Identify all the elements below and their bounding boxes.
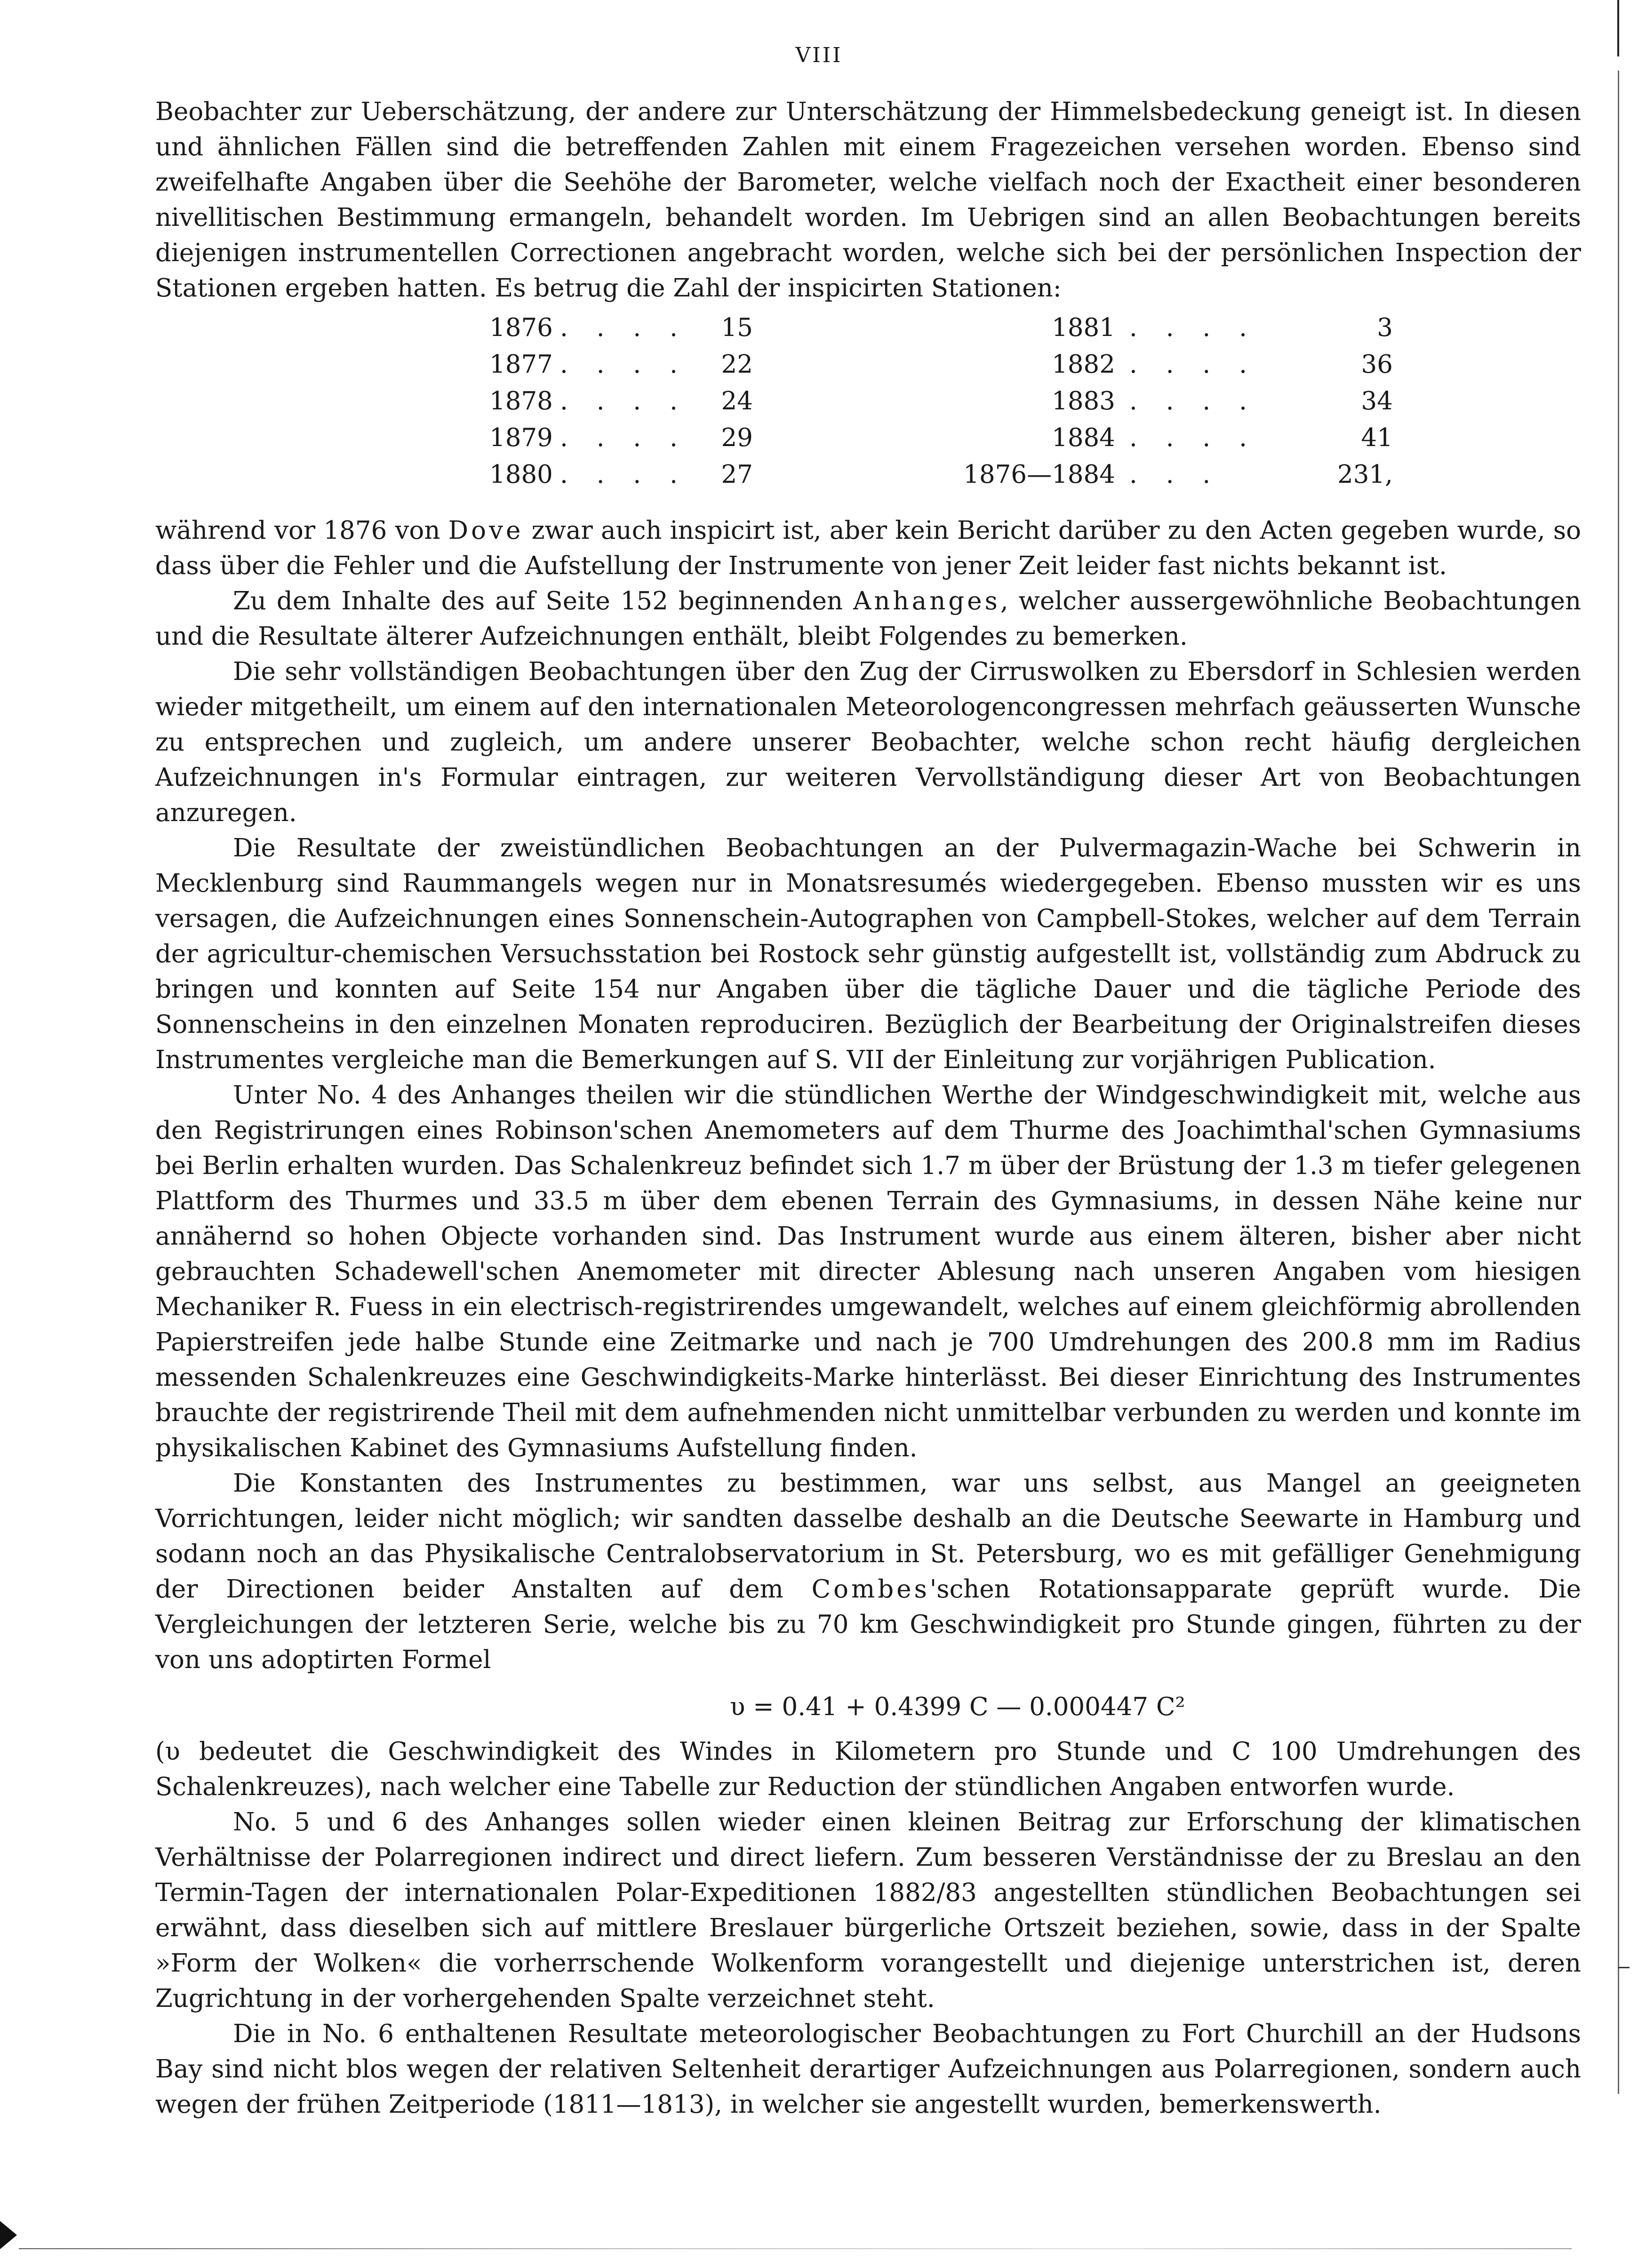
paragraph-polar: No. 5 und 6 des Anhanges sollen wieder einen kleinen Beitrag zur Erforschung der klimatischen Verhältnisse der Polarregionen indirect und direct liefern. Zum besseren Verständnisse der zu Breslau an den Termin-Tagen der internationalen Polar-Expeditionen 1882/83 angestellten stündlichen Beobachtungen sei erwähnt, dass dieselben sich auf mittlere Breslauer bürgerliche Ortszeit beziehen, sowie, dass in der Spalte »Form der Wolken« die vorherrschende Wolkenform vorangestellt und diejenige unterstrichen ist, deren Zugrichtung in der vorhergehenden Spalte verzeichnet steht. bbox=[155, 1808, 1581, 2013]
dot-leader: . . . . bbox=[1129, 313, 1257, 342]
count-cell: 41 bbox=[1361, 423, 1393, 452]
year-cell: 1876 bbox=[489, 313, 553, 342]
dot-leader: . . . bbox=[1129, 460, 1221, 489]
name-dove: Dove bbox=[448, 516, 524, 545]
paragraph-konstanten bbox=[155, 1466, 1581, 1677]
table-row bbox=[932, 346, 1393, 383]
paragraph-dove-end: zwar auch inspicirt ist, aber kein Bericht darüber zu den Acten gegeben wurde, so dass über die Fehler und die Aufstellung der Instrumente von jener Zeit leider fast nichts bekannt ist. bbox=[155, 516, 1581, 580]
count-cell: 24 bbox=[721, 387, 753, 415]
paragraph-konstanten-start: Die Konstanten des Instrumentes zu bestimmen, war uns selbst, aus Mangel an geeigneten Vorrichtungen, leider nicht möglich; wir sandten dasselbe deshalb an die Deutsche Seewarte in Hamburg und sodann noch an das Physikalische Centralobservatorium in St. Petersburg, wo es mit gefälliger Genehmigung der Directionen beider Anstalten auf dem bbox=[155, 1469, 1581, 1604]
margin-tick bbox=[1618, 1967, 1630, 1968]
count-cell: 36 bbox=[1361, 350, 1393, 379]
dot-leader: . . . . bbox=[560, 350, 688, 379]
paragraph-intro: Beobachter zur Ueberschätzung, der andere zur Unterschätzung der Himmelsbedeckung geneigt ist. In diesen und ähnlichen Fällen sind die betreffenden Zahlen mit einem Fragezeichen versehen worden. Ebenso sind zweifelhafte Angaben über die Seehöhe der Barometer, welche vielfach noch der Exactheit einer besonderen nivellitischen Bestimmung ermangeln, behandelt worden. Im Uebrigen sind an allen Beobachtungen bereits diejenigen instrumentellen Correctionen angebracht worden, welche sich bei der persönlichen Inspection der Stationen ergeben hatten. Es betrug die Zahl der inspicirten Stationen: bbox=[155, 97, 1581, 303]
year-cell: 1878 bbox=[489, 387, 553, 415]
paragraph-dove bbox=[155, 513, 1581, 583]
year-cell: 1881 bbox=[1052, 313, 1115, 342]
paragraph-schwerin: Die Resultate der zweistündlichen Beobachtungen an der Pulvermagazin-Wache bei Schwerin in Mecklenburg sind Raummangels wegen nur in Monatsresumés wiedergegeben. Ebenso mussten wir es uns versagen, die Aufzeichnungen eines Sonnenschein-Autographen von Campbell-Stokes, welcher auf dem Terrain der agricultur-chemischen Versuchsstation bei Rostock sehr günstig aufgestellt ist, vollständig zum Abdruck zu bringen und konnten auf Seite 154 nur Angaben über die tägliche Dauer und die tägliche Periode des Sonnenscheins in den einzelnen Monaten reproduciren. Bezüglich der Bearbeitung der Originalstreifen dieses Instrumentes vergleiche man die Bemerkungen auf S. VII der Einleitung zur vorjährigen Publication. bbox=[155, 834, 1581, 1074]
paragraph-formula-note: (υ bedeutet die Geschwindigkeit des Windes in Kilometern pro Stunde und C 100 Umdrehungen des Schalenkreuzes), nach welcher eine Tabelle zur Reduction der stündlichen Angaben entworfen wurde. bbox=[155, 1737, 1581, 1801]
wind-speed-formula: υ = 0.41 + 0.4399 C — 0.000447 C² bbox=[730, 1693, 1185, 1721]
total-count-cell: 231, bbox=[1337, 460, 1393, 489]
paragraph-cirrus: Die sehr vollständigen Beobachtungen über den Zug der Cirruswolken zu Ebersdorf in Schlesien werden wieder mitgetheilt, um einem auf den internationalen Meteorologencongressen mehrfach geäusserten Wunsche zu entsprechen und zugleich, um andere unserer Beobachter, welche schon recht häufig dergleichen Aufzeichnungen in's Formular eintragen, zur weiteren Vervollständigung dieser Art von Beobachtungen anzuregen. bbox=[155, 657, 1581, 827]
year-cell: 1877 bbox=[489, 350, 553, 379]
right-binding-edge-lower bbox=[1618, 71, 1619, 2094]
count-cell: 15 bbox=[721, 313, 753, 342]
count-cell: 34 bbox=[1361, 387, 1393, 415]
dot-leader: . . . . bbox=[1129, 423, 1257, 452]
paragraph-anhang-end: , welcher aussergewöhnliche Beobachtungen und die Resultate älterer Aufzeichnungen enthält, bleibt Folgendes zu bemerken. bbox=[155, 587, 1582, 651]
dot-leader: . . . . bbox=[560, 387, 688, 415]
paragraph-konstanten-end: 'schen Rotationsapparate geprüft wurde. Die Vergleichungen der letzteren Serie, welche bis zu 70 km Geschwindigkeit pro Stunde gingen, führten zu der von uns adoptirten Formel bbox=[155, 1575, 1581, 1674]
table-row bbox=[489, 346, 753, 383]
year-cell: 1882 bbox=[1052, 350, 1115, 379]
term-anhanges: Anhanges bbox=[853, 587, 1000, 615]
dot-leader: . . . . bbox=[560, 313, 688, 342]
page-number: VIII bbox=[795, 43, 843, 67]
table-row bbox=[489, 420, 753, 456]
paragraph-anhang bbox=[155, 583, 1581, 654]
table-row bbox=[489, 383, 753, 420]
paragraph-dove-start: während vor 1876 von bbox=[155, 516, 448, 545]
page-bottom-edge bbox=[19, 2248, 1572, 2249]
count-cell: 3 bbox=[1377, 313, 1393, 342]
year-cell: 1879 bbox=[489, 423, 553, 452]
paragraph-fort-churchill: Die in No. 6 enthaltenen Resultate meteorologischer Beobachtungen zu Fort Churchill an der Hudsons Bay sind nicht blos wegen der relativen Seltenheit derartiger Aufzeichnungen aus Polarregionen, sondern auch wegen der frühen Zeitperiode (1811—1813), in welcher sie angestellt wurden, bemerkenswerth. bbox=[155, 2020, 1581, 2119]
paragraph-anhang-start: Zu dem Inhalte des auf Seite 152 beginnenden bbox=[233, 587, 854, 615]
name-combes: Combes bbox=[811, 1575, 930, 1604]
dot-leader: . . . . bbox=[560, 460, 688, 489]
year-range-cell: 1876—1884 bbox=[963, 460, 1115, 489]
dot-leader: . . . . bbox=[560, 423, 688, 452]
count-cell: 29 bbox=[721, 423, 753, 452]
inspection-table-right-column bbox=[932, 310, 1393, 493]
year-cell: 1884 bbox=[1052, 423, 1115, 452]
table-row-total bbox=[932, 456, 1393, 493]
year-cell: 1880 bbox=[489, 460, 553, 489]
corner-mark-icon bbox=[0, 2221, 17, 2249]
table-row bbox=[489, 310, 753, 346]
dot-leader: . . . . bbox=[1129, 350, 1257, 379]
year-cell: 1883 bbox=[1052, 387, 1115, 415]
dot-leader: . . . . bbox=[1129, 387, 1257, 415]
count-cell: 27 bbox=[721, 460, 753, 489]
table-row bbox=[932, 310, 1393, 346]
paragraph-anemometer: Unter No. 4 des Anhanges theilen wir die stündlichen Werthe der Windgeschwindigkeit mit, welche aus den Registrirungen eines Robinson'schen Anemometers auf dem Thurme des Joachimthal'schen Gymnasiums bei Berlin erhalten wurden. Das Schalenkreuz befindet sich 1.7 m über der Brüstung der 1.3 m tiefer gelegenen Plattform des Thurmes und 33.5 m über dem ebenen Terrain des Gymnasiums, in dessen Nähe keine nur annähernd so hohen Objecte vorhanden sind. Das Instrument wurde aus einem älteren, bisher aber nicht gebrauchten Schadewell'schen Anemometer mit directer Ablesung nach unseren Angaben vom hiesigen Mechaniker R. Fuess in ein electrisch-registrirendes umgewandelt, welches auf einem gleichförmig abrollenden Papierstreifen jede halbe Stunde eine Zeitmarke und nach je 700 Umdrehungen des 200.8 mm im Radius messenden Schalenkreuzes eine Geschwindigkeits-Marke hinterlässt. Bei dieser Einrichtung des Instrumentes brauchte der registrirende Theil mit dem aufnehmenden nicht unmittelbar verbunden zu werden und konnte im physikalischen Kabinet des Gymnasiums Aufstellung finden. bbox=[155, 1081, 1581, 1462]
inspection-table bbox=[155, 310, 1581, 507]
table-row bbox=[489, 456, 753, 493]
table-row bbox=[932, 420, 1393, 456]
inspection-table-left-column bbox=[489, 310, 753, 493]
table-row bbox=[932, 383, 1393, 420]
document-body bbox=[155, 94, 1581, 2122]
count-cell: 22 bbox=[721, 350, 753, 379]
